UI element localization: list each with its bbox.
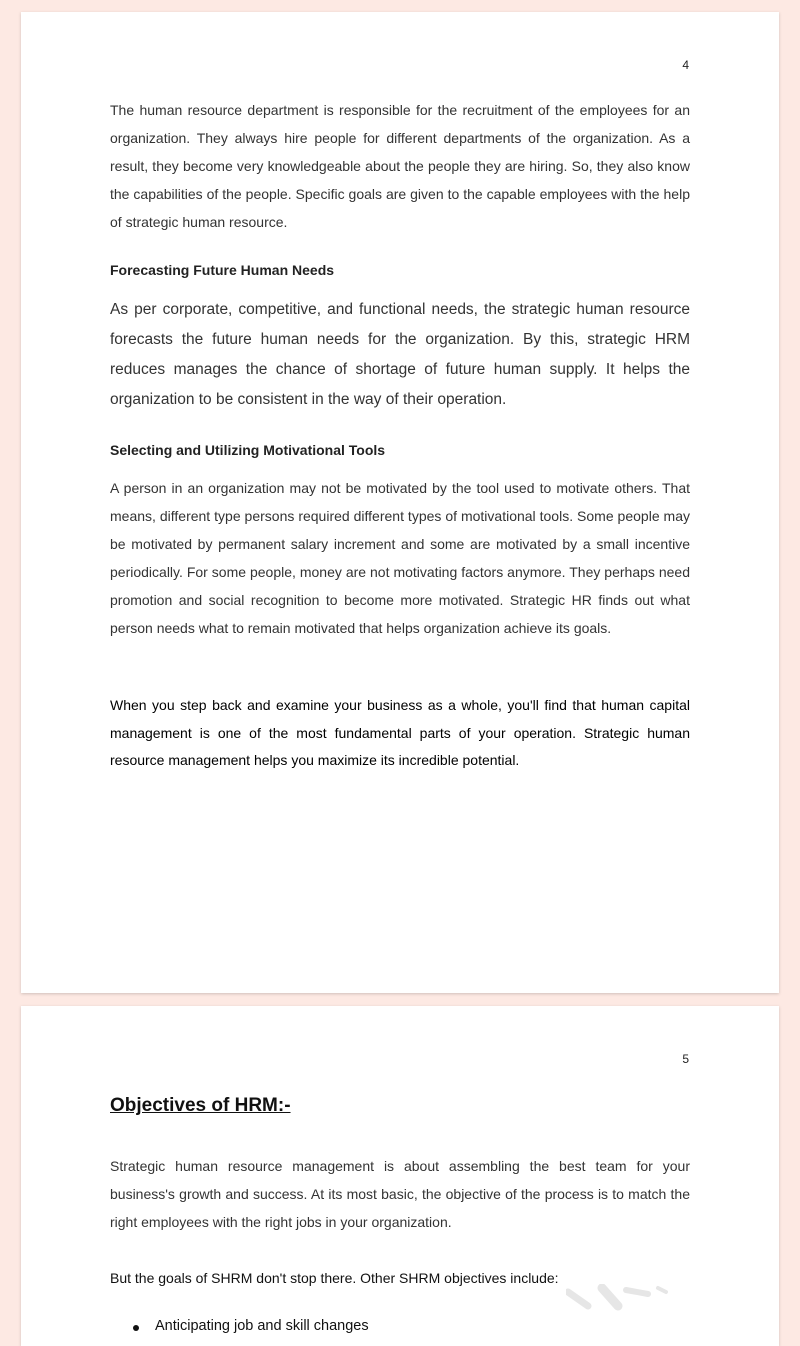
section-heading-motivational-tools: Selecting and Utilizing Motivational Tools [110,442,386,458]
page-number: 4 [682,58,689,72]
motivational-paragraph: A person in an organization may not be motivated by the tool used to motivate others. That means, different type persons required different types of motivational tools. Some people may be motivated by permanent salary increment and some are motivated by a small incentive periodically. For some people, money are not motivating factors anymore. They perhaps need promotion and social recognition to become more motivated. Strategic HR finds out what person needs what to remain motivated that helps organization achieve its goals. [110,480,690,636]
motivational-paragraph-block [110,474,690,642]
section-forecasting [110,262,690,278]
document-page-5 [21,1006,779,1346]
watermark-icon [566,1284,686,1324]
objectives-paragraph-block [110,1152,690,1236]
forecasting-paragraph: As per corporate, competitive, and functional needs, the strategic human resource forecasts the future human needs for the organization. By this, strategic HRM reduces manages the chance of shortage of future human supply. It helps the organization to be consistent in the way of their operation. [110,301,690,408]
page-number: 5 [682,1052,689,1066]
intro-paragraph-block [110,96,690,236]
goals-intro-paragraph: But the goals of SHRM don't stop there. Other SHRM objectives include: [110,1270,559,1286]
document-page-4 [21,12,779,993]
objectives-paragraph: Strategic human resource management is about assembling the best team for your business's growth and success. At its most basic, the objective of the process is to match the right employees with the right jobs in your organization. [110,1158,690,1230]
objectives-title-block [110,1095,690,1117]
forecasting-paragraph-block [110,295,690,415]
section-motivational-tools [110,442,690,458]
closing-paragraph: When you step back and examine your business as a whole, you'll find that human capital management is one of the most fundamental parts of your operation. Strategic human resource management helps you maximize its incredible potential. [110,697,690,768]
bullet-dot-icon [133,1325,139,1331]
section-heading-forecasting: Forecasting Future Human Needs [110,262,335,278]
objectives-title: Objectives of HRM:- [110,1095,291,1116]
closing-paragraph-block [110,692,690,775]
intro-paragraph: The human resource department is responsible for the recruitment of the employees for an organization. They always hire people for different departments of the organization. As a result, they become very knowledgeable about the people they are hiring. So, they also know the capabilities of the people. Specific goals are given to the capable employees with the help of strategic human resource. [110,102,690,230]
list-item-text: Anticipating job and skill changes [155,1318,369,1334]
